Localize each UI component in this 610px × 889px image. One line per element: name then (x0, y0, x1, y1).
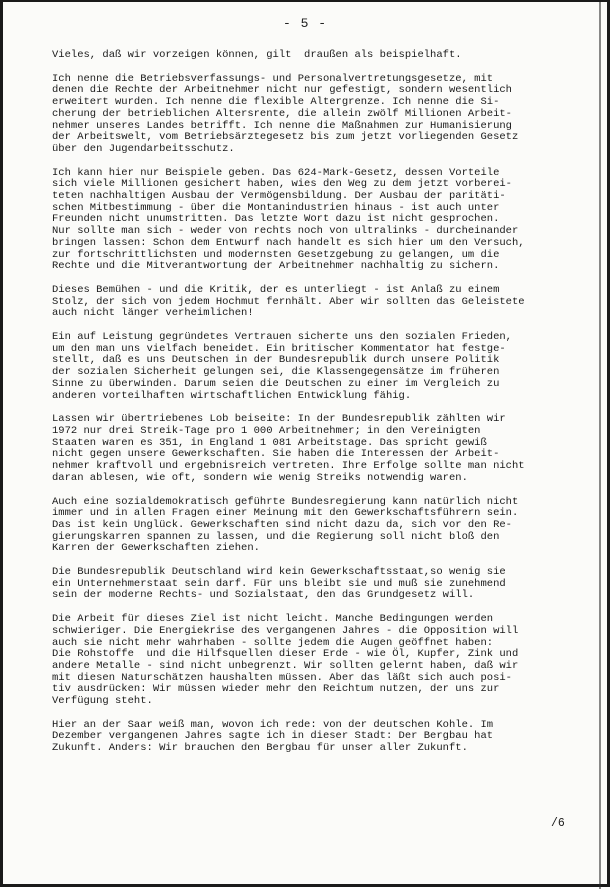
text-line: Verfügung steht. (52, 695, 153, 708)
text-line: ein Unternehmerstaat sein darf. Für uns bleibt sie und muß sie zunehmend (52, 577, 506, 590)
text-line: mit diesen Naturschätzen haushalten müssen. Aber das läßt sich auch posi- (52, 671, 512, 684)
text-line: nicht gegen unsere Gewerkschaften. Sie haben die Interessen der Arbeit- (52, 448, 500, 461)
text-line: stellt, daß es uns Deutschen in der Bundesrepublik durch unsere Politik (52, 354, 500, 367)
paragraph (52, 285, 580, 320)
text-line: Ein auf Leistung gegründetes Vertrauen sicherte uns den sozialen Frieden, (52, 331, 512, 344)
paragraph (52, 567, 580, 602)
paragraph (52, 50, 580, 62)
text-line: nehmer unseres Landes betrifft. Ich nenne die Maßnahmen zur Humanisierung (52, 119, 512, 132)
text-line: Staaten waren es 351, in England 1 081 Arbeitstage. Das spricht gewiß (52, 436, 487, 449)
paragraph (52, 74, 580, 156)
text-line: Karren der Gewerkschaften ziehen. (52, 542, 260, 555)
paragraph (52, 497, 580, 556)
paragraph (52, 332, 580, 402)
text-line: Vieles, daß wir vorzeigen können, gilt draußen als beispielhaft. (52, 49, 462, 61)
text-line: Rechte und die Mitverantwortung der Arbeitnehmer nachhaltig zu sichern. (52, 260, 500, 273)
text-line: der Arbeitswelt, vom Betriebsärztegesetz bis zum jetzt vorliegenden Gesetz (52, 131, 519, 144)
text-line: Ich nenne die Betriebsverfassungs- und Personalvertretungsgesetze, mit (52, 72, 494, 85)
text-line: teten nachhaltigen Ausbau der Vermögensbildung. Der Ausbau der paritäti- (52, 190, 506, 203)
paragraph (52, 614, 580, 708)
text-line: Freunden nicht unumstritten. Das letzte Wort dazu ist nicht gesprochen. (52, 213, 500, 226)
text-line: auch nicht länger verheimlichen! (52, 307, 254, 320)
page-number: - 5 - (282, 16, 327, 31)
text-line: cherung der betrieblichen Altersrente, die allein zwölf Millionen Arbeit- (52, 107, 512, 120)
text-line: Das ist kein Unglück. Gewerkschaften sind nicht dazu da, sich vor den Re- (52, 518, 512, 531)
text-line: Hier an der Saar weiß man, wovon ich rede: von der deutschen Kohle. Im (52, 718, 494, 731)
text-line: Nur sollte man sich - weder von rechts noch von ultralinks - durcheinander (52, 225, 519, 238)
paragraph (52, 168, 580, 273)
text-line: nehmer kraftvoll und ergebnisreich vertreten. Ihre Erfolge sollte man nicht (52, 460, 525, 473)
text-line: 1972 nur drei Streik-Tage pro 1 000 Arbeitnehmer; in den Vereinigten (52, 424, 481, 437)
text-line: erweitert wurden. Ich nenne die flexible Altergrenze. Ich nenne die Si- (52, 96, 500, 109)
text-line: Dezember vergangenen Jahres sagte ich in dieser Stadt: Der Bergbau hat (52, 730, 494, 743)
text-line: gierungskarren spannen zu lassen, und die Regierung soll nicht bloß den (52, 530, 500, 543)
text-line: immer und in allen Fragen einer Meinung mit den Gewerkschaftsführern sein. (52, 507, 519, 520)
text-line: Ich kann hier nur Beispiele geben. Das 624-Mark-Gesetz, dessen Vorteile (52, 166, 500, 179)
text-line: schwieriger. Die Energiekrise des vergangenen Jahres - die Opposition will (52, 624, 519, 637)
text-line: Zukunft. Anders: Wir brauchen den Bergbau für unser aller Zukunft. (52, 742, 468, 755)
text-line: Dieses Bemühen - und die Kritik, der es unterliegt - ist Anlaß zu einem (52, 283, 500, 296)
text-line: sein der moderne Rechts- und Sozialstaat, den das Grundgesetz will. (52, 589, 475, 602)
text-line: anderen vorteilhaften wirtschaftlichen Entwicklung fähig. (52, 389, 412, 402)
text-line: auch sie nicht mehr wahrhaben - sollte jedem die Augen geöffnet haben: (52, 636, 494, 649)
paragraph (52, 720, 580, 755)
text-line: Lassen wir übertriebenes Lob beiseite: In der Bundesrepublik zählten wir (52, 413, 506, 426)
text-line: um den man uns vielfach beneidet. Ein britischer Kommentator hat festge- (52, 342, 506, 355)
text-line: Auch eine sozialdemokratisch geführte Bundesregierung kann natürlich nicht (52, 495, 519, 508)
text-line: schen Mitbestimmung - über die Montanindustrien hinaus - ist auch unter (52, 201, 500, 214)
text-line: Die Rohstoffe und die Hilfsquellen dieser Erde - wie Öl, Kupfer, Zink und (52, 648, 519, 661)
text-line: daran ablesen, wie oft, sondern wie wenig Streiks notwendig waren. (52, 471, 468, 484)
text-line: Die Arbeit für dieses Ziel ist nicht leicht. Manche Bedingungen werden (52, 613, 494, 626)
text-line: bringen lassen: Schon dem Entwurf nach handelt es sich hier um den Versuch, (52, 236, 525, 249)
text-line: über den Jugendarbeitsschutz. (52, 142, 235, 155)
text-line: sich viele Millionen gesichert haben, wies den Weg zu dem jetzt vorberei- (52, 178, 512, 191)
text-line: der sozialen Sicherheit gelungen sei, die Klassengegensätze im früheren (52, 366, 500, 379)
text-line: Die Bundesrepublik Deutschland wird kein Gewerkschaftsstaat,so wenig sie (52, 566, 506, 579)
text-line: tiv ausdrücken: Wir müssen wieder mehr den Reichtum nutzen, der uns zur (52, 683, 500, 696)
text-line: andere Metalle - sind nicht unbegrenzt. Wir sollten gelernt haben, daß wir (52, 659, 519, 672)
scan-edge (599, 2, 601, 889)
text-line: zur fortschrittlichsten und modernsten Gesetzgebung zu gelangen, um die (52, 248, 500, 261)
text-line: Stolz, der sich von jedem Hochmut fernhält. Aber wir sollten das Geleistete (52, 295, 525, 308)
document-body (52, 50, 580, 767)
text-line: Sinne zu überwinden. Darum seien die Deutschen zu einer im Vergleich zu (52, 377, 500, 390)
continuation-reference: /6 (551, 817, 565, 830)
text-line: denen die Rechte der Arbeitnehmer nicht nur gefestigt, sondern wesentlich (52, 84, 512, 97)
paragraph (52, 414, 580, 484)
